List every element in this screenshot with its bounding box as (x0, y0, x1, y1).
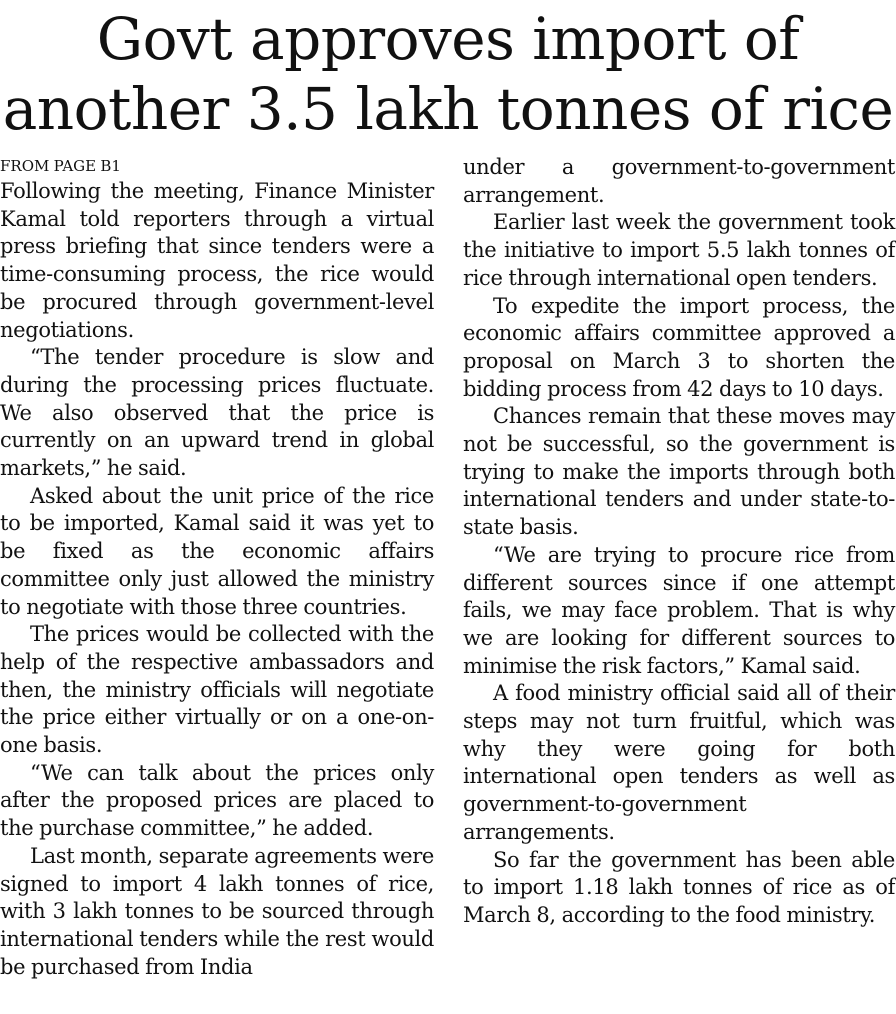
paragraph: The prices would be collected with the help of the respective ambassadors and then, the ministry officials will negotiate the price either virtually or on a one-on-one basis. (0, 622, 434, 758)
paragraph: Chances remain that these moves may not be successful, so the government is trying to make the imports through both international tenders and under state-to-state basis. (463, 404, 895, 540)
paragraph: Following the meeting, Finance Minister Kamal told reporters through a virtual press briefing that since tenders were a time-consuming process, the rice would be procured through government-level negotiations. (0, 179, 434, 342)
article-column-right (463, 154, 895, 930)
paragraph: A food ministry official said all of their steps may not turn fruitful, which was why they were going for both international open tenders as well as government-to-government arrangements. (463, 681, 895, 844)
headline-line-1: Govt approves import of (96, 5, 800, 73)
headline (0, 4, 896, 144)
paragraph: “The tender procedure is slow and during the processing prices fluctuate. We also observed that the price is currently on an upward trend in global markets,” he said. (0, 345, 434, 481)
paragraph: Last month, separate agreements were signed to import 4 lakh tonnes of rice, with 3 lakh tonnes to be sourced through international tenders while the rest would be purchased from India (0, 843, 434, 979)
paragraph: Asked about the unit price of the rice to be imported, Kamal said it was yet to be fixed as the economic affairs committee only just allowed the ministry to negotiate with those three countries. (0, 483, 434, 619)
paragraph: To expedite the import process, the economic affairs committee approved a proposal on March 3 to shorten the bidding process from 42 days to 10 days. (463, 293, 895, 401)
paragraph: So far the government has been able to import 1.18 lakh tonnes of rice as of March 8, according to the food ministry. (463, 847, 895, 927)
paragraph: “We are trying to procure rice from different sources since if one attempt fails, we may face problem. That is why we are looking for different sources to minimise the risk factors,” Kamal said. (463, 542, 895, 678)
article-column-left (0, 154, 434, 981)
headline-line-2: another 3.5 lakh tonnes of rice (2, 75, 894, 143)
dateline: FROM PAGE B1 (0, 157, 121, 175)
paragraph: “We can talk about the prices only after the proposed prices are placed to the purchase committee,” he added. (0, 760, 434, 841)
paragraph-continuation: under a government-to-government arrangement. (463, 155, 895, 207)
paragraph: Earlier last week the government took the initiative to import 5.5 lakh tonnes of rice through international open tenders. (463, 210, 895, 290)
